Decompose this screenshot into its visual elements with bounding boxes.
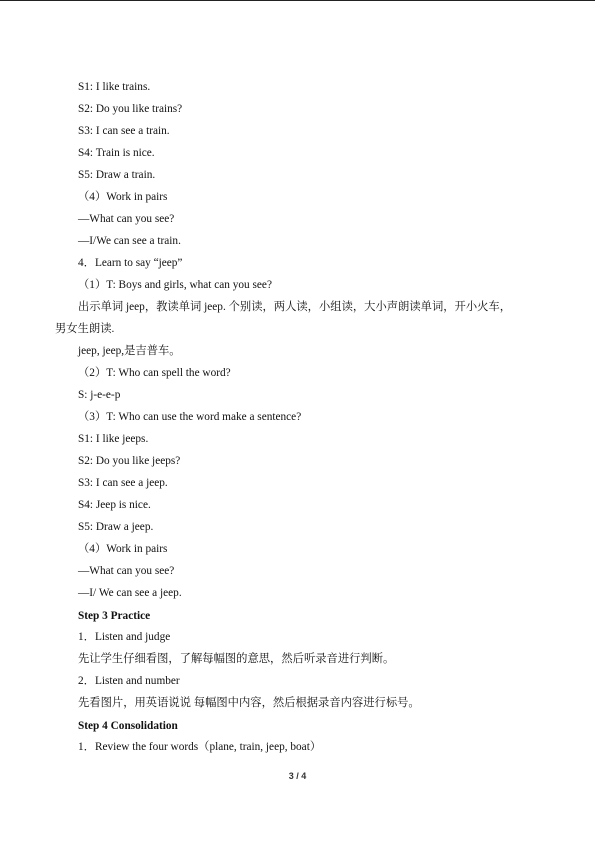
page-number: 3 / 4 [288, 771, 307, 781]
instruction-text: 男女生朗读. [55, 323, 115, 335]
step-heading: Step 3 Practice [78, 610, 151, 622]
dialogue-line: S2: Do you like jeeps? [78, 455, 181, 467]
dialogue-line: S3: I can see a train. [78, 125, 170, 137]
dialogue-line: S3: I can see a jeep. [78, 477, 168, 489]
dialogue-line: —What can you see? [78, 213, 175, 225]
dialogue-line: —I/We can see a train. [78, 235, 181, 247]
section-heading: 4．Learn to say “jeep” [78, 257, 183, 269]
section-heading: 1．Listen and judge [78, 631, 171, 643]
teacher-prompt: （2）T: Who can spell the word? [78, 367, 231, 379]
teacher-prompt: （1）T: Boys and girls, what can you see? [78, 279, 272, 291]
dialogue-line: S2: Do you like trains? [78, 103, 183, 115]
dialogue-line: S5: Draw a train. [78, 169, 156, 181]
section-heading: 2．Listen and number [78, 675, 180, 687]
activity-heading: （4）Work in pairs [78, 543, 168, 555]
activity-heading: （4）Work in pairs [78, 191, 168, 203]
dialogue-line: —I/ We can see a jeep. [78, 587, 182, 599]
dialogue-line: S4: Train is nice. [78, 147, 155, 159]
top-divider [0, 0, 595, 1]
dialogue-line: S5: Draw a jeep. [78, 521, 154, 533]
step-heading: Step 4 Consolidation [78, 720, 178, 732]
dialogue-line: S1: I like jeeps. [78, 433, 149, 445]
chant-line: jeep, jeep,是吉普车。 [78, 345, 181, 357]
instruction-text: 先看图片，用英语说说 每幅图中内容，然后根据录音内容进行标号。 [78, 697, 420, 709]
dialogue-line: S4: Jeep is nice. [78, 499, 151, 511]
dialogue-line: —What can you see? [78, 565, 175, 577]
teacher-prompt: （3）T: Who can use the word make a sentence? [78, 411, 302, 423]
dialogue-line: S1: I like trains. [78, 81, 151, 93]
instruction-text: 出示单词 jeep，教读单词 jeep. 个别读，两人读，小组读，大小声朗读单词，开小火车， [78, 301, 512, 313]
instruction-text: 先让学生仔细看图，了解每幅图的意思，然后听录音进行判断。 [78, 653, 395, 665]
dialogue-line: S: j-e-e-p [78, 389, 121, 401]
section-heading: 1．Review the four words（plane, train, jeep, boat） [78, 741, 322, 753]
